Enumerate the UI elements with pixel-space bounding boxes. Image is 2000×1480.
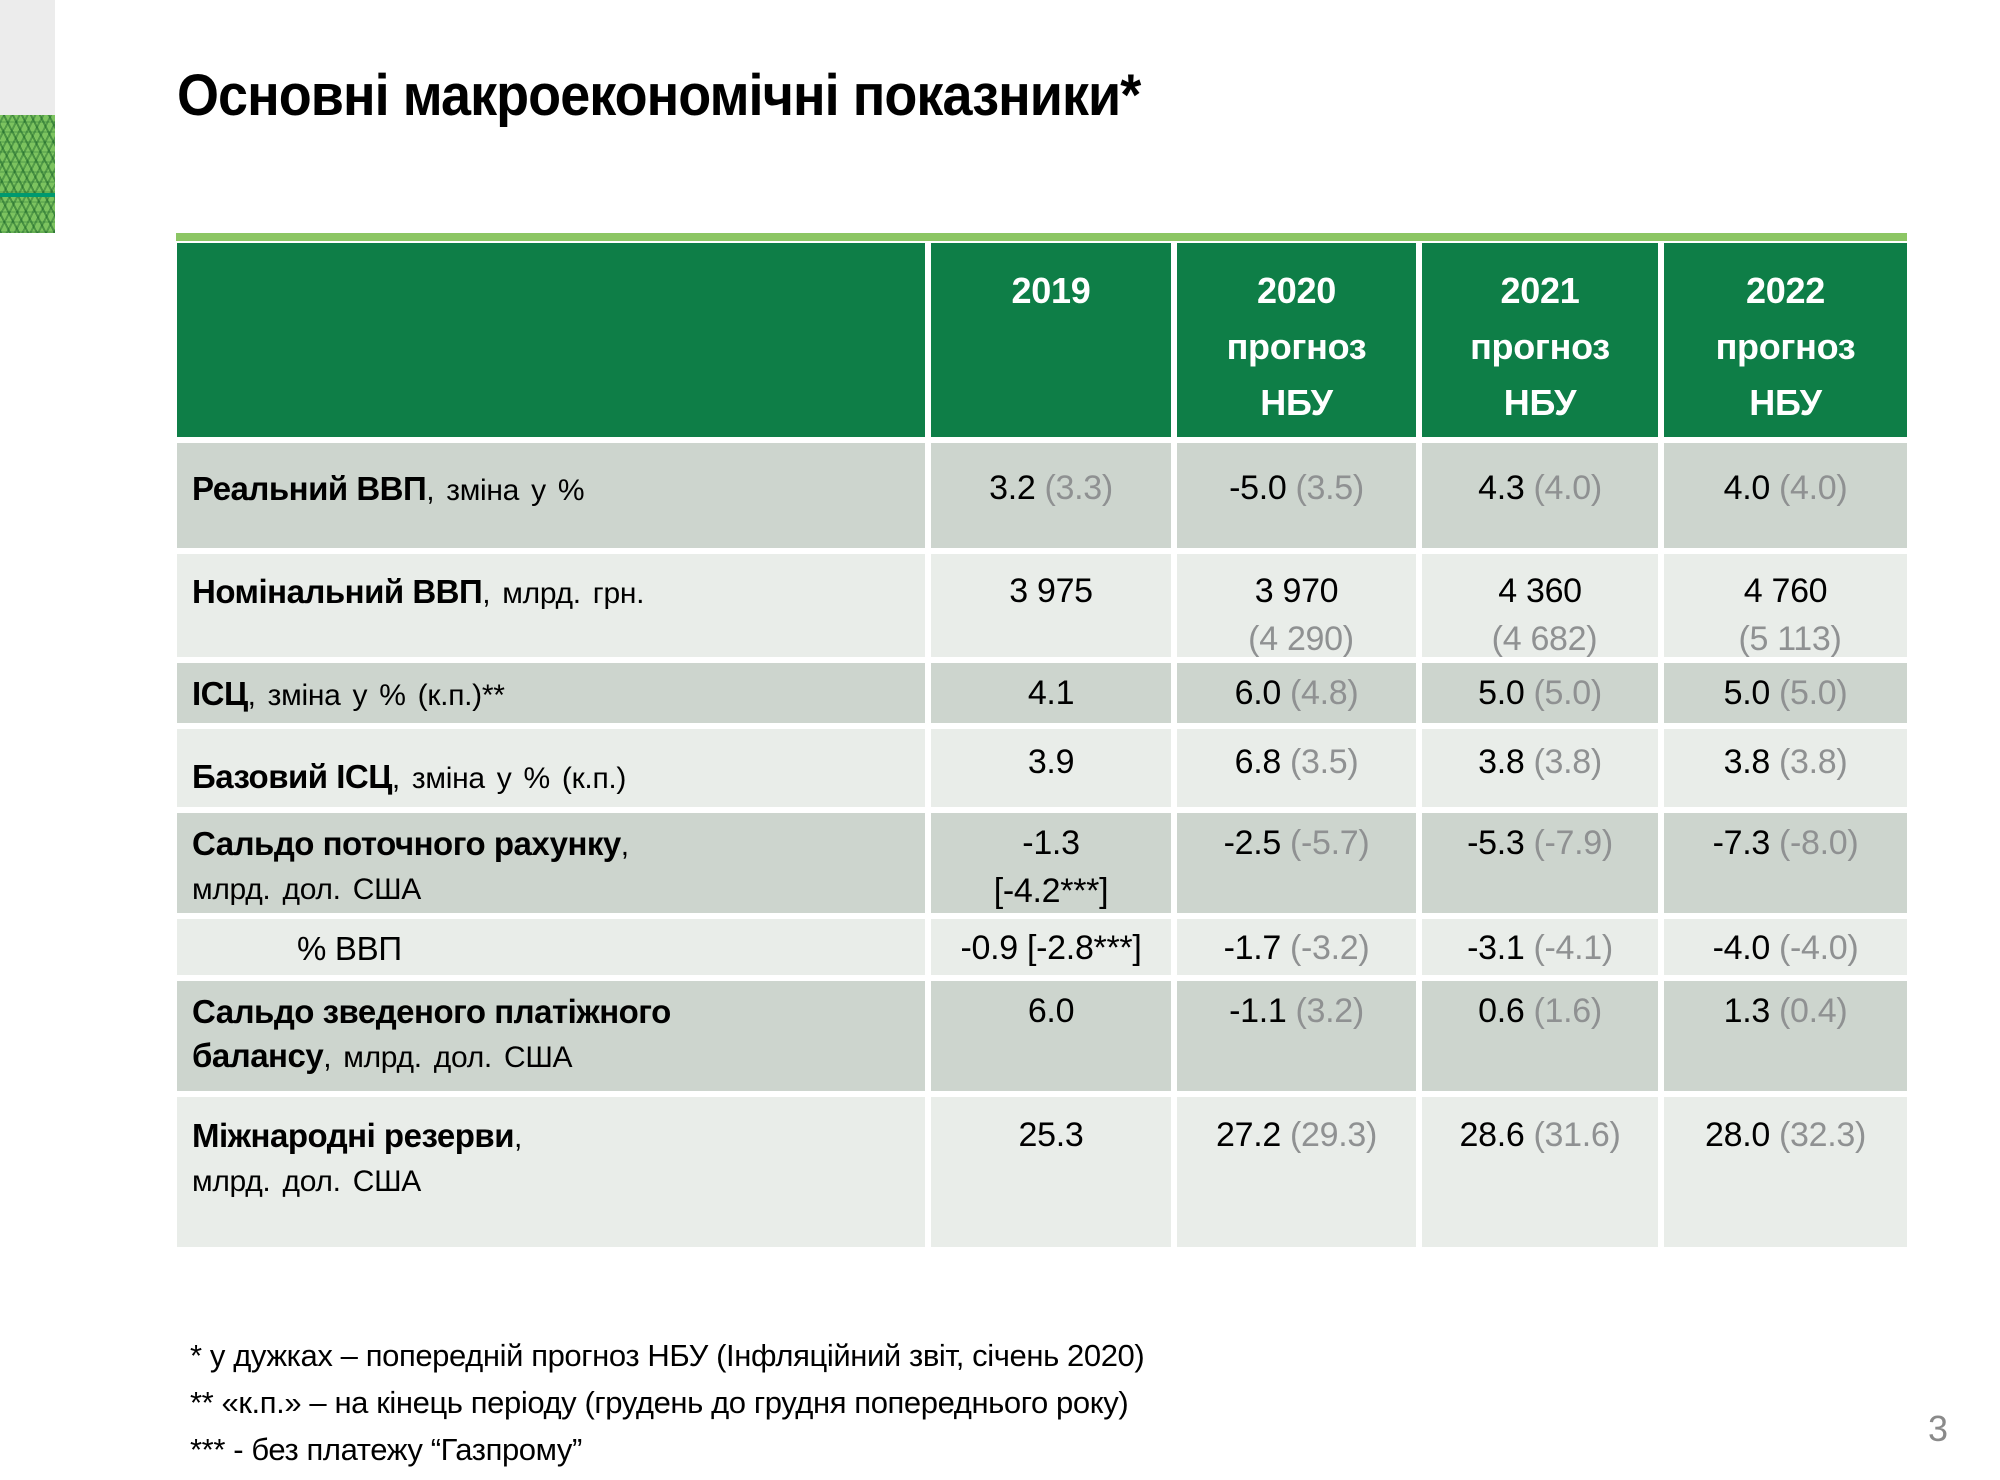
header-sub-label: НБУ [1503, 382, 1577, 423]
header-year-label: 2022 [1746, 270, 1825, 311]
footnote-1: * у дужках – попередній прогноз НБУ (Інфляційний звіт, січень 2020) [190, 1338, 1145, 1373]
cell-bop-balance-2019: 6.0 [931, 981, 1171, 1091]
cell-reserves-2019: 25.3 [931, 1097, 1171, 1247]
header-year-label: 2020 [1257, 270, 1336, 311]
row-label-current-account: Сальдо поточного рахунку, млрд. дол. США [177, 813, 925, 913]
header-year-label: 2021 [1500, 270, 1580, 311]
cell-bop-balance-2021: 0.6 (1.6) [1422, 981, 1658, 1091]
cell-bop-balance-2022: 1.3 (0.4) [1664, 981, 1907, 1091]
cell-cpi-2022: 5.0 (5.0) [1664, 663, 1907, 723]
cell-nominal-gdp-2019: 3 975 [931, 554, 1171, 657]
header-year-label: 2019 [1011, 270, 1091, 311]
macro-indicators-table [177, 243, 1907, 1247]
cell-real-gdp-2020: -5.0 (3.5) [1177, 443, 1416, 548]
cell-cpi-2019: 4.1 [931, 663, 1171, 723]
footnotes [190, 1332, 1144, 1473]
cell-reserves-2022: 28.0 (32.3) [1664, 1097, 1907, 1247]
cell-core-cpi-2022: 3.8 (3.8) [1664, 729, 1907, 807]
header-year-2020 [1177, 243, 1416, 437]
accent-bar [176, 233, 1907, 241]
cell-percent-gdp-2022: -4.0 (-4.0) [1664, 919, 1907, 975]
page-title: Основні макроекономічні показники* [177, 63, 1141, 128]
cell-nominal-gdp-2022: 4 760 (5 113) [1664, 554, 1907, 657]
cell-percent-gdp-2020: -1.7 (-3.2) [1177, 919, 1416, 975]
cell-core-cpi-2019: 3.9 [931, 729, 1171, 807]
cell-percent-gdp-2021: -3.1 (-4.1) [1422, 919, 1658, 975]
cell-core-cpi-2020: 6.8 (3.5) [1177, 729, 1416, 807]
cell-nominal-gdp-2021: 4 360 (4 682) [1422, 554, 1658, 657]
header-sub-label: НБУ [1260, 382, 1333, 423]
cell-current-account-2021: -5.3 (-7.9) [1422, 813, 1658, 913]
header-sub-label: прогноз [1226, 326, 1367, 367]
cell-nominal-gdp-2020: 3 970 (4 290) [1177, 554, 1416, 657]
row-label-real-gdp: Реальний ВВП, зміна у % [177, 443, 925, 548]
cell-current-account-2022: -7.3 (-8.0) [1664, 813, 1907, 913]
page-number: 3 [1928, 1408, 1949, 1449]
row-label-international-reserves: Міжнародні резерви, млрд. дол. США [177, 1097, 925, 1247]
row-label-cpi: ІСЦ, зміна у % (к.п.)** [177, 663, 925, 723]
header-empty-cell [177, 243, 925, 437]
row-label-percent-gdp: % ВВП [177, 919, 925, 975]
cell-reserves-2020: 27.2 (29.3) [1177, 1097, 1416, 1247]
cell-core-cpi-2021: 3.8 (3.8) [1422, 729, 1658, 807]
footnote-2: ** «к.п.» – на кінець періоду (грудень до грудня попереднього року) [190, 1385, 1129, 1420]
header-year-2022 [1664, 243, 1907, 437]
header-year-2019 [931, 243, 1171, 437]
row-label-bop-balance: Сальдо зведеного платіжного балансу, млрд. дол. США [177, 981, 925, 1091]
slide-margin-gray [0, 0, 55, 115]
cell-current-account-2020: -2.5 (-5.7) [1177, 813, 1416, 913]
header-sub-label: НБУ [1749, 382, 1822, 423]
row-label-core-cpi: Базовий ІСЦ, зміна у % (к.п.) [177, 729, 925, 807]
header-year-2021 [1422, 243, 1658, 437]
logo-horizontal-line [0, 193, 55, 197]
cell-cpi-2020: 6.0 (4.8) [1177, 663, 1416, 723]
cell-percent-gdp-2019: -0.9 [-2.8***] [931, 919, 1171, 975]
cell-real-gdp-2022: 4.0 (4.0) [1664, 443, 1907, 548]
cell-real-gdp-2021: 4.3 (4.0) [1422, 443, 1658, 548]
header-sub-label: прогноз [1715, 326, 1856, 367]
footnote-3: *** - без платежу “Газпрому” [190, 1432, 582, 1467]
cell-cpi-2021: 5.0 (5.0) [1422, 663, 1658, 723]
cell-current-account-2019: -1.3 [-4.2***] [931, 813, 1171, 913]
header-sub-label: прогноз [1470, 326, 1610, 367]
cell-bop-balance-2020: -1.1 (3.2) [1177, 981, 1416, 1091]
row-label-nominal-gdp: Номінальний ВВП, млрд. грн. [177, 554, 925, 657]
nbu-logo-texture [0, 115, 55, 233]
cell-real-gdp-2019: 3.2 (3.3) [931, 443, 1171, 548]
cell-reserves-2021: 28.6 (31.6) [1422, 1097, 1658, 1247]
